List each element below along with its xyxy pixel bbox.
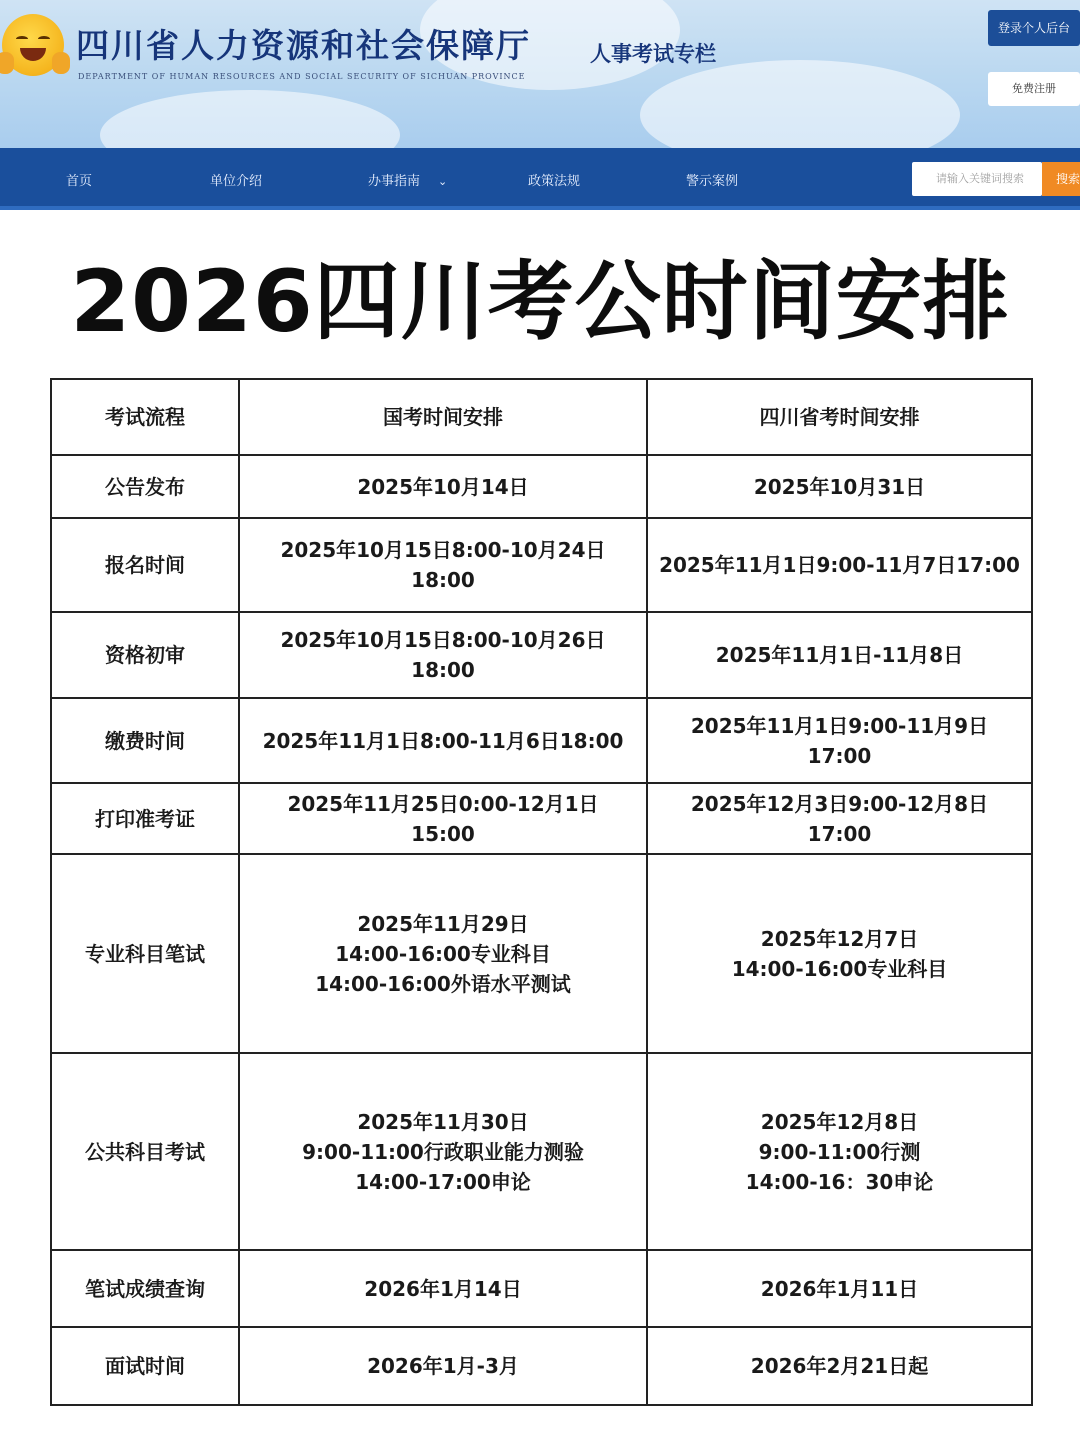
nav-item-cases[interactable]	[686, 170, 738, 189]
main-nav	[0, 148, 1080, 210]
national-cell: 2025年10月15日8:00-10月24日 18:00	[239, 518, 647, 612]
table-row	[51, 455, 1032, 518]
sichuan-cell: 2025年11月1日-11月8日	[647, 612, 1032, 698]
org-name-english: DEPARTMENT OF HUMAN RESOURCES AND SOCIAL SECURITY OF SICHUAN PROVINCE	[78, 72, 526, 81]
hugging-face-icon	[2, 14, 64, 76]
column-name: 人事考试专栏	[590, 41, 716, 66]
national-cell: 2025年11月30日 9:00-11:00行政职业能力测验 14:00-17:00申论	[239, 1053, 647, 1250]
table-row	[51, 1053, 1032, 1250]
sichuan-cell: 2025年12月7日 14:00-16:00专业科目	[647, 854, 1032, 1053]
national-cell: 2026年1月14日	[239, 1250, 647, 1327]
exam-schedule-table	[50, 378, 1033, 1406]
header-banner	[0, 0, 1080, 148]
nav-item-label: 单位介绍	[210, 174, 263, 189]
column-header-sichuan: 四川省考时间安排	[647, 379, 1032, 455]
stage-cell: 缴费时间	[51, 698, 239, 783]
national-cell: 2025年11月25日0:00-12月1日 15:00	[239, 783, 647, 854]
table-row	[51, 612, 1032, 698]
stage-cell: 报名时间	[51, 518, 239, 612]
nav-item-label: 办事指南	[368, 174, 421, 189]
org-name: 四川省人力资源和社会保障厅	[76, 26, 531, 65]
column-header-stage: 考试流程	[51, 379, 239, 455]
stage-cell: 资格初审	[51, 612, 239, 698]
stage-cell: 面试时间	[51, 1327, 239, 1405]
search-input[interactable]: 请输入关键词搜索	[912, 162, 1042, 196]
register-button[interactable]: 免费注册	[988, 72, 1080, 106]
sichuan-cell: 2026年1月11日	[647, 1250, 1032, 1327]
sichuan-cell: 2025年11月1日9:00-11月7日17:00	[647, 518, 1032, 612]
sichuan-cell: 2026年2月21日起	[647, 1327, 1032, 1405]
page-title: 2026四川考公时间安排	[70, 252, 1010, 352]
national-cell: 2025年11月1日8:00-11月6日18:00	[239, 698, 647, 783]
nav-item-about[interactable]	[210, 170, 262, 189]
sichuan-cell: 2025年11月1日9:00-11月9日 17:00	[647, 698, 1032, 783]
national-cell: 2025年10月15日8:00-10月26日 18:00	[239, 612, 647, 698]
stage-cell: 公告发布	[51, 455, 239, 518]
column-header-national: 国考时间安排	[239, 379, 647, 455]
sichuan-cell: 2025年10月31日	[647, 455, 1032, 518]
national-cell: 2026年1月-3月	[239, 1327, 647, 1405]
nav-item-home[interactable]	[66, 170, 92, 189]
sichuan-cell: 2025年12月8日 9:00-11:00行测 14:00-16：30申论	[647, 1053, 1032, 1250]
chevron-down-icon: ⌄	[438, 175, 448, 188]
nav-item-label: 政策法规	[528, 174, 581, 189]
table-header-row	[51, 379, 1032, 455]
table-row	[51, 1250, 1032, 1327]
table-row	[51, 854, 1032, 1053]
stage-cell: 笔试成绩查询	[51, 1250, 239, 1327]
stage-cell: 专业科目笔试	[51, 854, 239, 1053]
table-row	[51, 783, 1032, 854]
nav-item-label: 警示案例	[686, 174, 739, 189]
search-button[interactable]: 搜索	[1042, 162, 1080, 196]
national-cell: 2025年10月14日	[239, 455, 647, 518]
stage-cell: 打印准考证	[51, 783, 239, 854]
sichuan-cell: 2025年12月3日9:00-12月8日 17:00	[647, 783, 1032, 854]
login-button[interactable]: 登录个人后台	[988, 10, 1080, 46]
table-row	[51, 518, 1032, 612]
table-row	[51, 1327, 1032, 1405]
national-cell: 2025年11月29日 14:00-16:00专业科目 14:00-16:00外语水平测试	[239, 854, 647, 1053]
table-row	[51, 698, 1032, 783]
nav-item-policy[interactable]	[528, 170, 580, 189]
nav-item-label: 首页	[66, 174, 93, 189]
stage-cell: 公共科目考试	[51, 1053, 239, 1250]
nav-item-guide[interactable]	[368, 170, 447, 189]
